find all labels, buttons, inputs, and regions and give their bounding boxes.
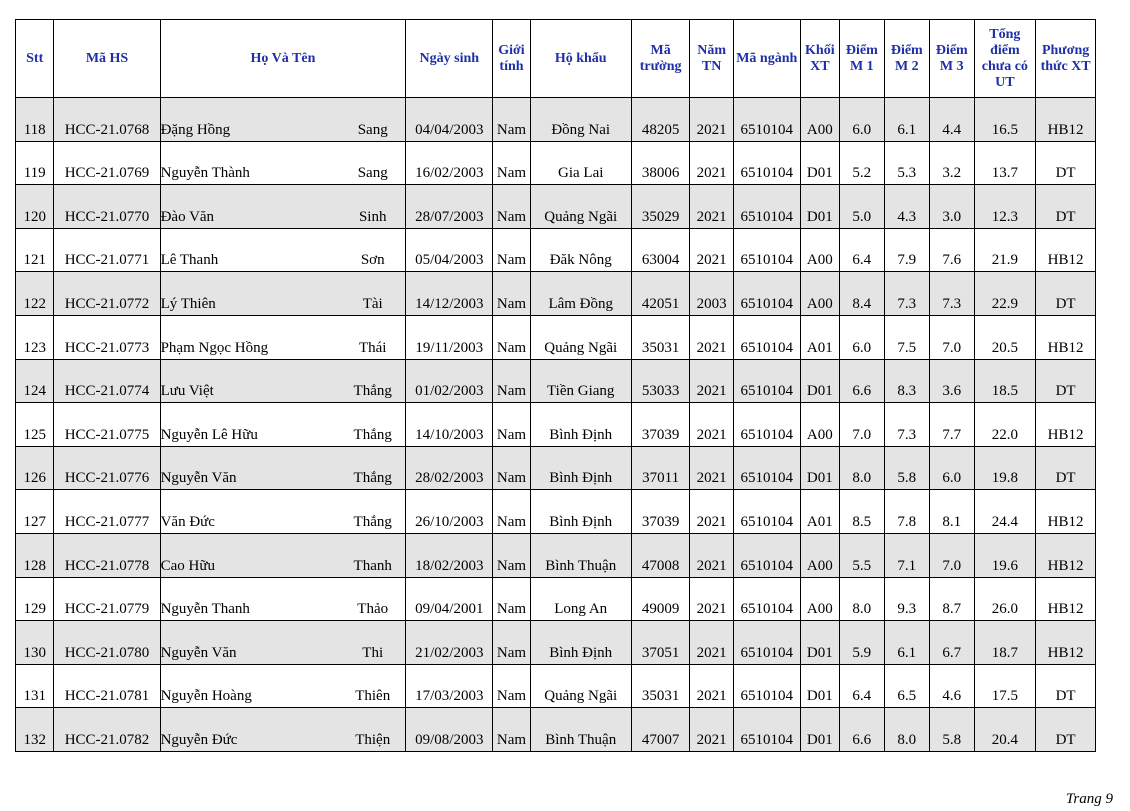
- cell-nam-tn: 2021: [690, 185, 733, 229]
- cell-phuong-thuc: DT: [1036, 185, 1096, 229]
- cell-diem-m3: 7.0: [930, 533, 974, 577]
- cell-ho: Nguyễn Đức: [160, 708, 340, 752]
- cell-tong-diem: 26.0: [974, 577, 1036, 621]
- cell-phuong-thuc: HB12: [1036, 621, 1096, 665]
- cell-ho-khau: Bình Định: [530, 446, 631, 490]
- cell-ngay-sinh: 17/03/2003: [406, 664, 493, 708]
- cell-gioi-tinh: Nam: [493, 664, 530, 708]
- cell-phuong-thuc: HB12: [1036, 577, 1096, 621]
- cell-ho-khau: Quảng Ngãi: [530, 315, 631, 359]
- cell-khoi-xt: A00: [800, 272, 839, 316]
- cell-ma-nganh: 6510104: [733, 446, 800, 490]
- cell-ngay-sinh: 21/02/2003: [406, 621, 493, 665]
- header-phuong-thuc: Phương thức XT: [1036, 20, 1096, 98]
- cell-diem-m3: 8.7: [930, 577, 974, 621]
- cell-ten: Sang: [340, 98, 406, 142]
- cell-ho: Lưu Việt: [160, 359, 340, 403]
- cell-ten: Sơn: [340, 228, 406, 272]
- table-row: [16, 664, 1096, 708]
- cell-ma-truong: 35031: [631, 315, 690, 359]
- cell-ma-hs: HCC-21.0768: [54, 98, 160, 142]
- cell-ma-hs: HCC-21.0782: [54, 708, 160, 752]
- cell-ma-nganh: 6510104: [733, 708, 800, 752]
- cell-stt: 131: [16, 664, 54, 708]
- cell-phuong-thuc: HB12: [1036, 490, 1096, 534]
- header-ma-hs: Mã HS: [54, 20, 160, 98]
- cell-ngay-sinh: 19/11/2003: [406, 315, 493, 359]
- cell-diem-m2: 7.8: [884, 490, 930, 534]
- cell-phuong-thuc: HB12: [1036, 98, 1096, 142]
- table-row: [16, 272, 1096, 316]
- cell-gioi-tinh: Nam: [493, 621, 530, 665]
- cell-khoi-xt: D01: [800, 708, 839, 752]
- cell-ho-khau: Quảng Ngãi: [530, 185, 631, 229]
- cell-ngay-sinh: 16/02/2003: [406, 141, 493, 185]
- cell-tong-diem: 22.9: [974, 272, 1036, 316]
- cell-tong-diem: 19.8: [974, 446, 1036, 490]
- cell-ma-hs: HCC-21.0778: [54, 533, 160, 577]
- cell-ho: Nguyễn Văn: [160, 446, 340, 490]
- cell-nam-tn: 2021: [690, 403, 733, 447]
- cell-nam-tn: 2021: [690, 664, 733, 708]
- cell-nam-tn: 2021: [690, 621, 733, 665]
- cell-ma-nganh: 6510104: [733, 403, 800, 447]
- cell-diem-m3: 3.0: [930, 185, 974, 229]
- cell-diem-m3: 7.7: [930, 403, 974, 447]
- cell-phuong-thuc: DT: [1036, 359, 1096, 403]
- cell-nam-tn: 2021: [690, 315, 733, 359]
- cell-ho: Nguyễn Lê Hữu: [160, 403, 340, 447]
- cell-nam-tn: 2021: [690, 533, 733, 577]
- cell-ma-nganh: 6510104: [733, 98, 800, 142]
- cell-diem-m3: 6.0: [930, 446, 974, 490]
- cell-ho: Nguyễn Thành: [160, 141, 340, 185]
- cell-gioi-tinh: Nam: [493, 708, 530, 752]
- cell-stt: 130: [16, 621, 54, 665]
- cell-diem-m3: 3.6: [930, 359, 974, 403]
- header-stt: Stt: [16, 20, 54, 98]
- header-nam-tn: Năm TN: [690, 20, 733, 98]
- cell-diem-m2: 4.3: [884, 185, 930, 229]
- cell-ma-truong: 37039: [631, 490, 690, 534]
- cell-ngay-sinh: 14/10/2003: [406, 403, 493, 447]
- cell-nam-tn: 2021: [690, 446, 733, 490]
- cell-ho-khau: Bình Định: [530, 490, 631, 534]
- cell-khoi-xt: D01: [800, 621, 839, 665]
- cell-diem-m1: 6.0: [840, 315, 884, 359]
- cell-gioi-tinh: Nam: [493, 228, 530, 272]
- page-number: Trang 9: [1065, 791, 1113, 807]
- cell-khoi-xt: D01: [800, 185, 839, 229]
- cell-ho: Nguyễn Thanh: [160, 577, 340, 621]
- cell-diem-m1: 5.9: [840, 621, 884, 665]
- cell-ma-nganh: 6510104: [733, 664, 800, 708]
- cell-ho: Cao Hữu: [160, 533, 340, 577]
- cell-ho-khau: Bình Thuận: [530, 533, 631, 577]
- table-row: [16, 533, 1096, 577]
- cell-ma-truong: 35031: [631, 664, 690, 708]
- cell-stt: 122: [16, 272, 54, 316]
- cell-ngay-sinh: 28/07/2003: [406, 185, 493, 229]
- cell-stt: 125: [16, 403, 54, 447]
- cell-diem-m1: 6.6: [840, 708, 884, 752]
- cell-tong-diem: 13.7: [974, 141, 1036, 185]
- cell-ho: Văn Đức: [160, 490, 340, 534]
- cell-ma-nganh: 6510104: [733, 533, 800, 577]
- cell-nam-tn: 2021: [690, 228, 733, 272]
- cell-ma-hs: HCC-21.0777: [54, 490, 160, 534]
- cell-khoi-xt: A00: [800, 228, 839, 272]
- cell-ten: Thắng: [340, 359, 406, 403]
- cell-ma-hs: HCC-21.0771: [54, 228, 160, 272]
- cell-gioi-tinh: Nam: [493, 533, 530, 577]
- cell-ngay-sinh: 09/08/2003: [406, 708, 493, 752]
- cell-nam-tn: 2021: [690, 577, 733, 621]
- cell-diem-m3: 7.3: [930, 272, 974, 316]
- cell-ho-khau: Bình Định: [530, 621, 631, 665]
- cell-gioi-tinh: Nam: [493, 272, 530, 316]
- cell-ma-hs: HCC-21.0769: [54, 141, 160, 185]
- cell-phuong-thuc: DT: [1036, 446, 1096, 490]
- cell-diem-m3: 4.6: [930, 664, 974, 708]
- cell-ma-hs: HCC-21.0780: [54, 621, 160, 665]
- cell-phuong-thuc: DT: [1036, 272, 1096, 316]
- cell-tong-diem: 22.0: [974, 403, 1036, 447]
- cell-ten: Thái: [340, 315, 406, 359]
- cell-diem-m1: 7.0: [840, 403, 884, 447]
- cell-ma-truong: 47007: [631, 708, 690, 752]
- cell-ho-khau: Long An: [530, 577, 631, 621]
- cell-stt: 121: [16, 228, 54, 272]
- cell-stt: 118: [16, 98, 54, 142]
- header-ho-ten: Họ Và Tên: [160, 20, 406, 98]
- cell-ten: Thiên: [340, 664, 406, 708]
- table-row: [16, 228, 1096, 272]
- cell-ma-nganh: 6510104: [733, 185, 800, 229]
- cell-nam-tn: 2021: [690, 490, 733, 534]
- cell-diem-m2: 5.8: [884, 446, 930, 490]
- cell-stt: 119: [16, 141, 54, 185]
- cell-nam-tn: 2021: [690, 141, 733, 185]
- cell-diem-m3: 7.0: [930, 315, 974, 359]
- cell-ma-nganh: 6510104: [733, 141, 800, 185]
- cell-gioi-tinh: Nam: [493, 359, 530, 403]
- cell-phuong-thuc: HB12: [1036, 228, 1096, 272]
- cell-khoi-xt: D01: [800, 359, 839, 403]
- cell-khoi-xt: A00: [800, 577, 839, 621]
- cell-diem-m1: 6.0: [840, 98, 884, 142]
- cell-ma-truong: 48205: [631, 98, 690, 142]
- cell-tong-diem: 20.4: [974, 708, 1036, 752]
- cell-diem-m3: 4.4: [930, 98, 974, 142]
- cell-ho-khau: Đồng Nai: [530, 98, 631, 142]
- cell-ngay-sinh: 09/04/2001: [406, 577, 493, 621]
- cell-diem-m2: 6.1: [884, 98, 930, 142]
- cell-stt: 128: [16, 533, 54, 577]
- cell-diem-m1: 8.4: [840, 272, 884, 316]
- table-row: [16, 185, 1096, 229]
- table-row: [16, 490, 1096, 534]
- cell-ma-hs: HCC-21.0775: [54, 403, 160, 447]
- cell-ma-nganh: 6510104: [733, 621, 800, 665]
- cell-ngay-sinh: 05/04/2003: [406, 228, 493, 272]
- cell-ho: Đào Văn: [160, 185, 340, 229]
- cell-ngay-sinh: 26/10/2003: [406, 490, 493, 534]
- cell-ho-khau: Gia Lai: [530, 141, 631, 185]
- cell-khoi-xt: A00: [800, 533, 839, 577]
- header-diem-m1: Điểm M 1: [840, 20, 884, 98]
- cell-ma-truong: 35029: [631, 185, 690, 229]
- cell-tong-diem: 17.5: [974, 664, 1036, 708]
- cell-gioi-tinh: Nam: [493, 98, 530, 142]
- cell-ho-khau: Lâm Đồng: [530, 272, 631, 316]
- cell-tong-diem: 18.7: [974, 621, 1036, 665]
- cell-ho: Lê Thanh: [160, 228, 340, 272]
- cell-ten: Thắng: [340, 490, 406, 534]
- cell-diem-m1: 8.0: [840, 577, 884, 621]
- cell-ten: Tài: [340, 272, 406, 316]
- cell-diem-m3: 3.2: [930, 141, 974, 185]
- cell-diem-m2: 7.1: [884, 533, 930, 577]
- cell-ho-khau: Bình Định: [530, 403, 631, 447]
- cell-gioi-tinh: Nam: [493, 185, 530, 229]
- cell-khoi-xt: D01: [800, 141, 839, 185]
- cell-ho: Lý Thiên: [160, 272, 340, 316]
- cell-diem-m1: 5.2: [840, 141, 884, 185]
- header-ma-truong: Mã trường: [631, 20, 690, 98]
- cell-ten: Thảo: [340, 577, 406, 621]
- cell-ngay-sinh: 14/12/2003: [406, 272, 493, 316]
- cell-gioi-tinh: Nam: [493, 577, 530, 621]
- table-row: [16, 359, 1096, 403]
- cell-khoi-xt: A01: [800, 490, 839, 534]
- cell-khoi-xt: D01: [800, 664, 839, 708]
- header-tong-diem: Tổng điểm chưa có UT: [974, 20, 1036, 98]
- cell-ma-hs: HCC-21.0776: [54, 446, 160, 490]
- cell-ten: Sang: [340, 141, 406, 185]
- cell-ma-nganh: 6510104: [733, 359, 800, 403]
- cell-ma-truong: 37011: [631, 446, 690, 490]
- table-row: [16, 708, 1096, 752]
- cell-ma-nganh: 6510104: [733, 272, 800, 316]
- cell-ho-khau: Đăk Nông: [530, 228, 631, 272]
- cell-ho: Đặng Hồng: [160, 98, 340, 142]
- cell-khoi-xt: A01: [800, 315, 839, 359]
- table-row: [16, 403, 1096, 447]
- cell-stt: 123: [16, 315, 54, 359]
- table-row: [16, 98, 1096, 142]
- cell-tong-diem: 12.3: [974, 185, 1036, 229]
- cell-diem-m1: 6.4: [840, 664, 884, 708]
- cell-khoi-xt: A00: [800, 98, 839, 142]
- cell-ma-hs: HCC-21.0773: [54, 315, 160, 359]
- cell-diem-m2: 7.3: [884, 272, 930, 316]
- cell-ma-truong: 37051: [631, 621, 690, 665]
- cell-tong-diem: 16.5: [974, 98, 1036, 142]
- cell-ho-khau: Quảng Ngãi: [530, 664, 631, 708]
- cell-stt: 129: [16, 577, 54, 621]
- cell-diem-m1: 5.0: [840, 185, 884, 229]
- cell-gioi-tinh: Nam: [493, 141, 530, 185]
- cell-diem-m2: 7.5: [884, 315, 930, 359]
- cell-diem-m1: 8.0: [840, 446, 884, 490]
- cell-diem-m1: 8.5: [840, 490, 884, 534]
- cell-diem-m1: 6.4: [840, 228, 884, 272]
- cell-diem-m2: 6.1: [884, 621, 930, 665]
- cell-diem-m2: 8.0: [884, 708, 930, 752]
- cell-phuong-thuc: DT: [1036, 664, 1096, 708]
- cell-ho-khau: Bình Thuận: [530, 708, 631, 752]
- header-diem-m2: Điểm M 2: [884, 20, 930, 98]
- table-row: [16, 446, 1096, 490]
- cell-nam-tn: 2003: [690, 272, 733, 316]
- cell-khoi-xt: A00: [800, 403, 839, 447]
- cell-ma-truong: 47008: [631, 533, 690, 577]
- cell-ma-truong: 63004: [631, 228, 690, 272]
- cell-ma-nganh: 6510104: [733, 228, 800, 272]
- cell-diem-m3: 7.6: [930, 228, 974, 272]
- table-row: [16, 621, 1096, 665]
- cell-diem-m1: 6.6: [840, 359, 884, 403]
- cell-phuong-thuc: DT: [1036, 141, 1096, 185]
- cell-stt: 120: [16, 185, 54, 229]
- cell-ten: Thiện: [340, 708, 406, 752]
- cell-diem-m2: 7.9: [884, 228, 930, 272]
- cell-diem-m2: 5.3: [884, 141, 930, 185]
- cell-gioi-tinh: Nam: [493, 315, 530, 359]
- cell-ma-hs: HCC-21.0772: [54, 272, 160, 316]
- cell-ma-nganh: 6510104: [733, 577, 800, 621]
- cell-diem-m1: 5.5: [840, 533, 884, 577]
- cell-stt: 124: [16, 359, 54, 403]
- cell-stt: 132: [16, 708, 54, 752]
- cell-phuong-thuc: HB12: [1036, 315, 1096, 359]
- cell-diem-m2: 6.5: [884, 664, 930, 708]
- cell-nam-tn: 2021: [690, 98, 733, 142]
- cell-ten: Thi: [340, 621, 406, 665]
- cell-ma-hs: HCC-21.0779: [54, 577, 160, 621]
- cell-ngay-sinh: 04/04/2003: [406, 98, 493, 142]
- cell-ho: Nguyễn Hoàng: [160, 664, 340, 708]
- cell-gioi-tinh: Nam: [493, 490, 530, 534]
- cell-ten: Sinh: [340, 185, 406, 229]
- cell-nam-tn: 2021: [690, 359, 733, 403]
- table-header-row: [16, 20, 1096, 98]
- header-diem-m3: Điểm M 3: [930, 20, 974, 98]
- cell-ten: Thắng: [340, 446, 406, 490]
- header-gioi-tinh: Giới tính: [493, 20, 530, 98]
- cell-diem-m2: 7.3: [884, 403, 930, 447]
- header-ngay-sinh: Ngày sinh: [406, 20, 493, 98]
- cell-ma-truong: 37039: [631, 403, 690, 447]
- cell-tong-diem: 21.9: [974, 228, 1036, 272]
- cell-stt: 126: [16, 446, 54, 490]
- cell-ma-truong: 38006: [631, 141, 690, 185]
- cell-stt: 127: [16, 490, 54, 534]
- cell-phuong-thuc: DT: [1036, 708, 1096, 752]
- cell-ma-truong: 42051: [631, 272, 690, 316]
- cell-ma-hs: HCC-21.0774: [54, 359, 160, 403]
- cell-diem-m2: 9.3: [884, 577, 930, 621]
- cell-ngay-sinh: 28/02/2003: [406, 446, 493, 490]
- cell-diem-m3: 6.7: [930, 621, 974, 665]
- table-row: [16, 315, 1096, 359]
- cell-gioi-tinh: Nam: [493, 446, 530, 490]
- cell-nam-tn: 2021: [690, 708, 733, 752]
- table-row: [16, 141, 1096, 185]
- cell-phuong-thuc: HB12: [1036, 403, 1096, 447]
- cell-diem-m3: 8.1: [930, 490, 974, 534]
- table-row: [16, 577, 1096, 621]
- cell-ma-hs: HCC-21.0770: [54, 185, 160, 229]
- cell-ngay-sinh: 18/02/2003: [406, 533, 493, 577]
- header-ma-nganh: Mã ngành: [733, 20, 800, 98]
- cell-phuong-thuc: HB12: [1036, 533, 1096, 577]
- header-khoi-xt: Khối XT: [800, 20, 839, 98]
- cell-tong-diem: 19.6: [974, 533, 1036, 577]
- cell-tong-diem: 18.5: [974, 359, 1036, 403]
- cell-ngay-sinh: 01/02/2003: [406, 359, 493, 403]
- cell-ho: Phạm Ngọc Hồng: [160, 315, 340, 359]
- cell-ma-hs: HCC-21.0781: [54, 664, 160, 708]
- cell-ma-nganh: 6510104: [733, 315, 800, 359]
- cell-ma-truong: 53033: [631, 359, 690, 403]
- cell-ma-nganh: 6510104: [733, 490, 800, 534]
- cell-diem-m2: 8.3: [884, 359, 930, 403]
- header-ho-khau: Hộ khẩu: [530, 20, 631, 98]
- cell-ten: Thanh: [340, 533, 406, 577]
- cell-khoi-xt: D01: [800, 446, 839, 490]
- cell-gioi-tinh: Nam: [493, 403, 530, 447]
- cell-ma-truong: 49009: [631, 577, 690, 621]
- cell-ho: Nguyễn Văn: [160, 621, 340, 665]
- cell-ten: Thắng: [340, 403, 406, 447]
- cell-tong-diem: 20.5: [974, 315, 1036, 359]
- cell-tong-diem: 24.4: [974, 490, 1036, 534]
- student-roster-table: [15, 19, 1096, 752]
- cell-diem-m3: 5.8: [930, 708, 974, 752]
- cell-ho-khau: Tiền Giang: [530, 359, 631, 403]
